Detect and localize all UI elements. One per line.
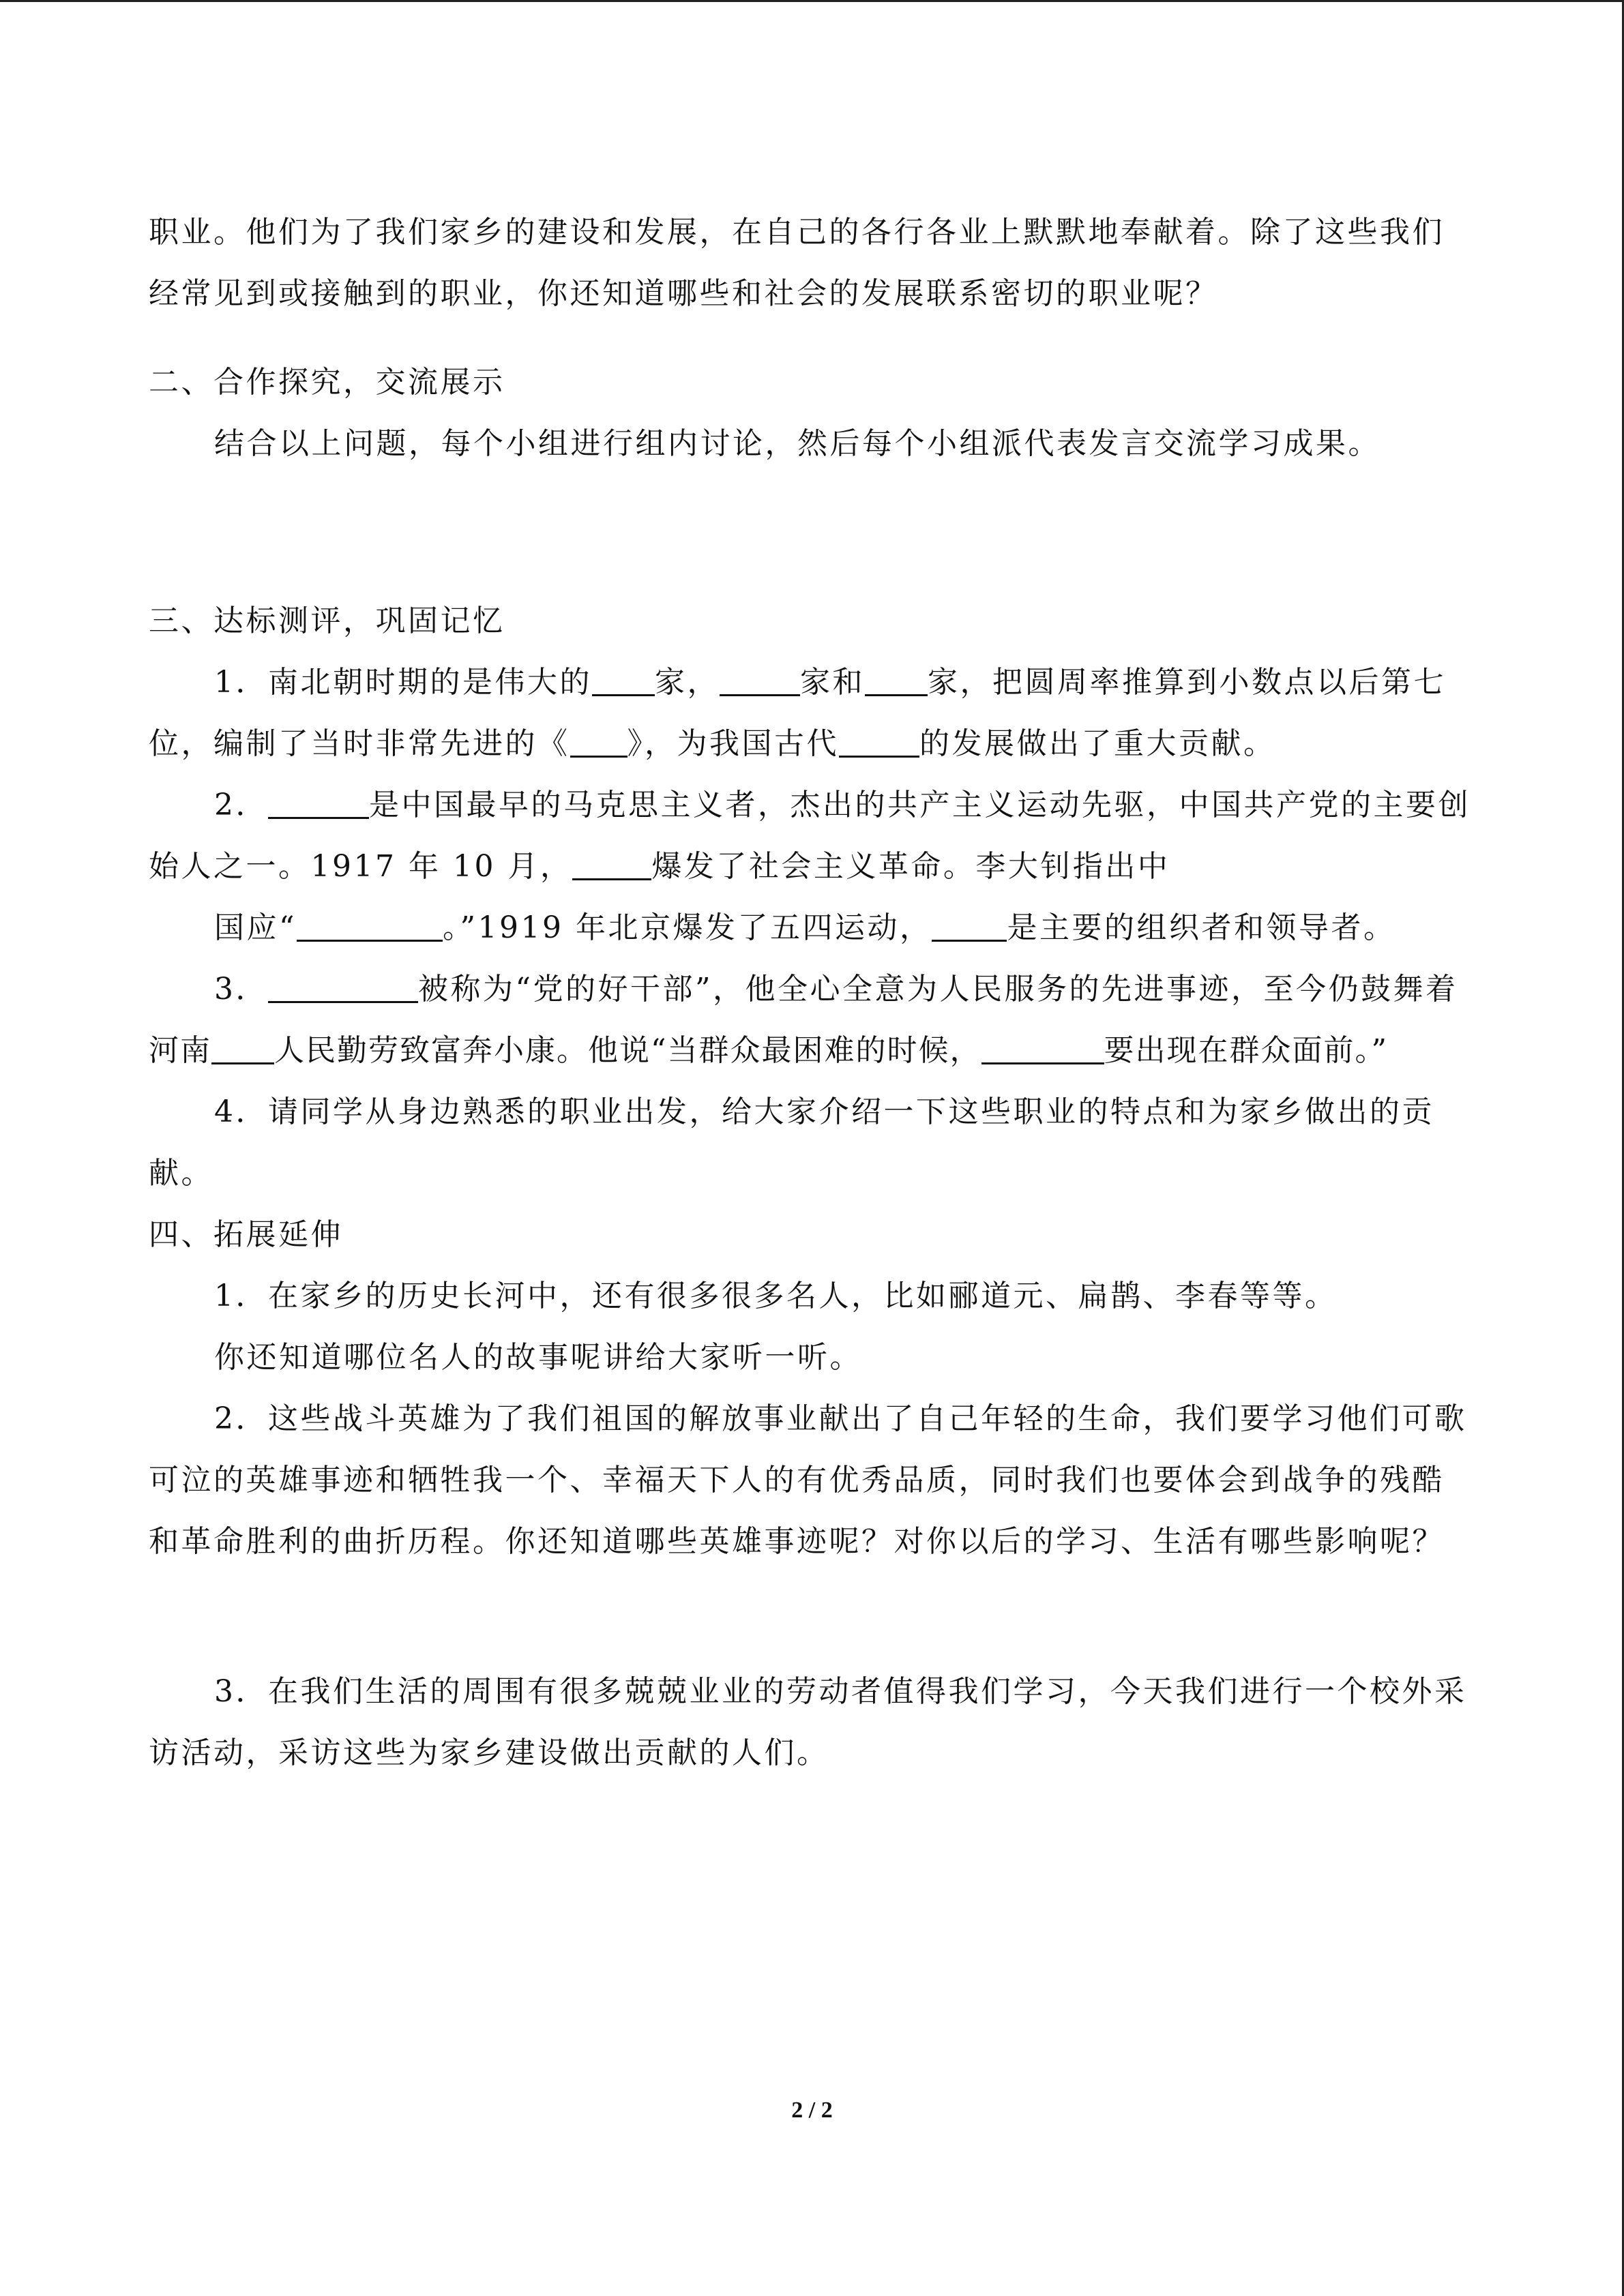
page-border-top	[0, 0, 1624, 2]
section-3-heading: 三、达标测评，巩固记忆	[149, 603, 505, 638]
q2-text-g: 是主要的组织者和领导者。	[1007, 910, 1396, 945]
question-2-line-2	[149, 836, 1486, 897]
fill-blank[interactable]	[572, 848, 651, 880]
q1-text-d: 家，把圆周率推算到小数点以后第七	[928, 665, 1446, 700]
q2-text-c: 始人之一。1917 年 10 月，	[149, 849, 573, 884]
q1-text-b: 家，	[655, 665, 720, 700]
fill-blank[interactable]	[592, 664, 655, 696]
q3-text-b: 被称为“党的好干部”，他全心全意为人民服务的先进事迹，至今仍鼓舞着	[418, 972, 1458, 1007]
question-4-line-1: 4．请同学从身边熟悉的职业出发，给大家介绍一下这些职业的特点和为家乡做出的贡	[214, 1094, 1434, 1129]
question-4-line-2: 献。	[149, 1156, 213, 1191]
q2-text-d: 爆发了社会主义革命。李大钊指出中	[651, 849, 1170, 884]
section-2-heading: 二、合作探究，交流展示	[149, 365, 505, 400]
extension-1-line-1: 1．在家乡的历史长河中，还有很多很多名人，比如郦道元、扁鹊、李春等等。	[214, 1279, 1338, 1313]
intro-line-2: 经常见到或接触到的职业，你还知道哪些和社会的发展联系密切的职业呢？	[149, 276, 1218, 311]
q3-text-c: 河南	[149, 1033, 211, 1068]
spacer	[149, 1572, 1486, 1661]
fill-blank[interactable]	[865, 664, 928, 696]
extension-2-line-3: 和革命胜利的曲折历程。你还知道哪些英雄事迹呢？对你以后的学习、生活有哪些影响呢？	[149, 1524, 1445, 1559]
intro-line-1: 职业。他们为了我们家乡的建设和发展，在自己的各行各业上默默地奉献着。除了这些我们	[149, 215, 1445, 250]
fill-blank[interactable]	[268, 971, 418, 1003]
fill-blank[interactable]	[297, 910, 443, 942]
q2-text-a: 2．	[214, 788, 268, 822]
q2-text-f: 。”1919 年北京爆发了五四运动，	[443, 910, 932, 945]
q1-text-f: 》，为我国古代	[627, 726, 839, 761]
question-2-line-3	[149, 897, 1486, 959]
spacer	[149, 475, 1486, 591]
question-3-line-1	[149, 959, 1486, 1020]
fill-blank[interactable]	[839, 726, 919, 758]
extension-2-line-2: 可泣的英雄事迹和牺牲我一个、幸福天下人的有优秀品质，同时我们也要体会到战争的残酷	[149, 1463, 1445, 1497]
q2-text-e: 国应“	[214, 910, 297, 945]
section-4-heading: 四、拓展延伸	[149, 1217, 343, 1252]
extension-2-line-1: 2．这些战斗英雄为了我们祖国的解放事业献出了自己年轻的生命，我们要学习他们可歌	[214, 1401, 1467, 1436]
fill-blank[interactable]	[268, 787, 369, 819]
q1-text-c: 家和	[800, 665, 865, 700]
q1-text-a: 1．南北朝时期的是伟大的	[214, 665, 592, 700]
fill-blank[interactable]	[720, 664, 800, 696]
fill-blank[interactable]	[981, 1032, 1104, 1064]
fill-blank[interactable]	[211, 1032, 274, 1064]
q1-text-e: 位，编制了当时非常先进的《	[149, 726, 570, 761]
extension-3-line-2: 访活动，采访这些为家乡建设做出贡献的人们。	[149, 1735, 829, 1770]
question-3-line-2	[149, 1020, 1486, 1082]
section-2-body: 结合以上问题，每个小组进行组内讨论，然后每个小组派代表发言交流学习成果。	[214, 426, 1381, 461]
q3-text-e: 要出现在群众面前。”	[1104, 1033, 1388, 1068]
question-2-line-1	[149, 775, 1486, 836]
q1-text-g: 的发展做出了重大贡献。	[919, 726, 1276, 761]
q3-text-d: 人民勤劳致富奔小康。他说“当群众最困难的时候，	[274, 1033, 981, 1068]
spacer	[149, 325, 1486, 352]
q2-text-b: 是中国最早的马克思主义者，杰出的共产主义运动先驱，中国共产党的主要创	[369, 788, 1471, 822]
fill-blank[interactable]	[570, 726, 628, 758]
question-1-line-2	[149, 713, 1486, 775]
question-1-line-1	[149, 652, 1486, 713]
document-body	[149, 202, 1486, 1784]
extension-1-line-2: 你还知道哪位名人的故事呢讲给大家听一听。	[214, 1340, 862, 1375]
fill-blank[interactable]	[932, 910, 1007, 942]
q3-text-a: 3．	[214, 972, 268, 1007]
extension-3-line-1: 3．在我们生活的周围有很多兢兢业业的劳动者值得我们学习，今天我们进行一个校外采	[214, 1674, 1467, 1709]
page-number: 2 / 2	[791, 2098, 833, 2123]
